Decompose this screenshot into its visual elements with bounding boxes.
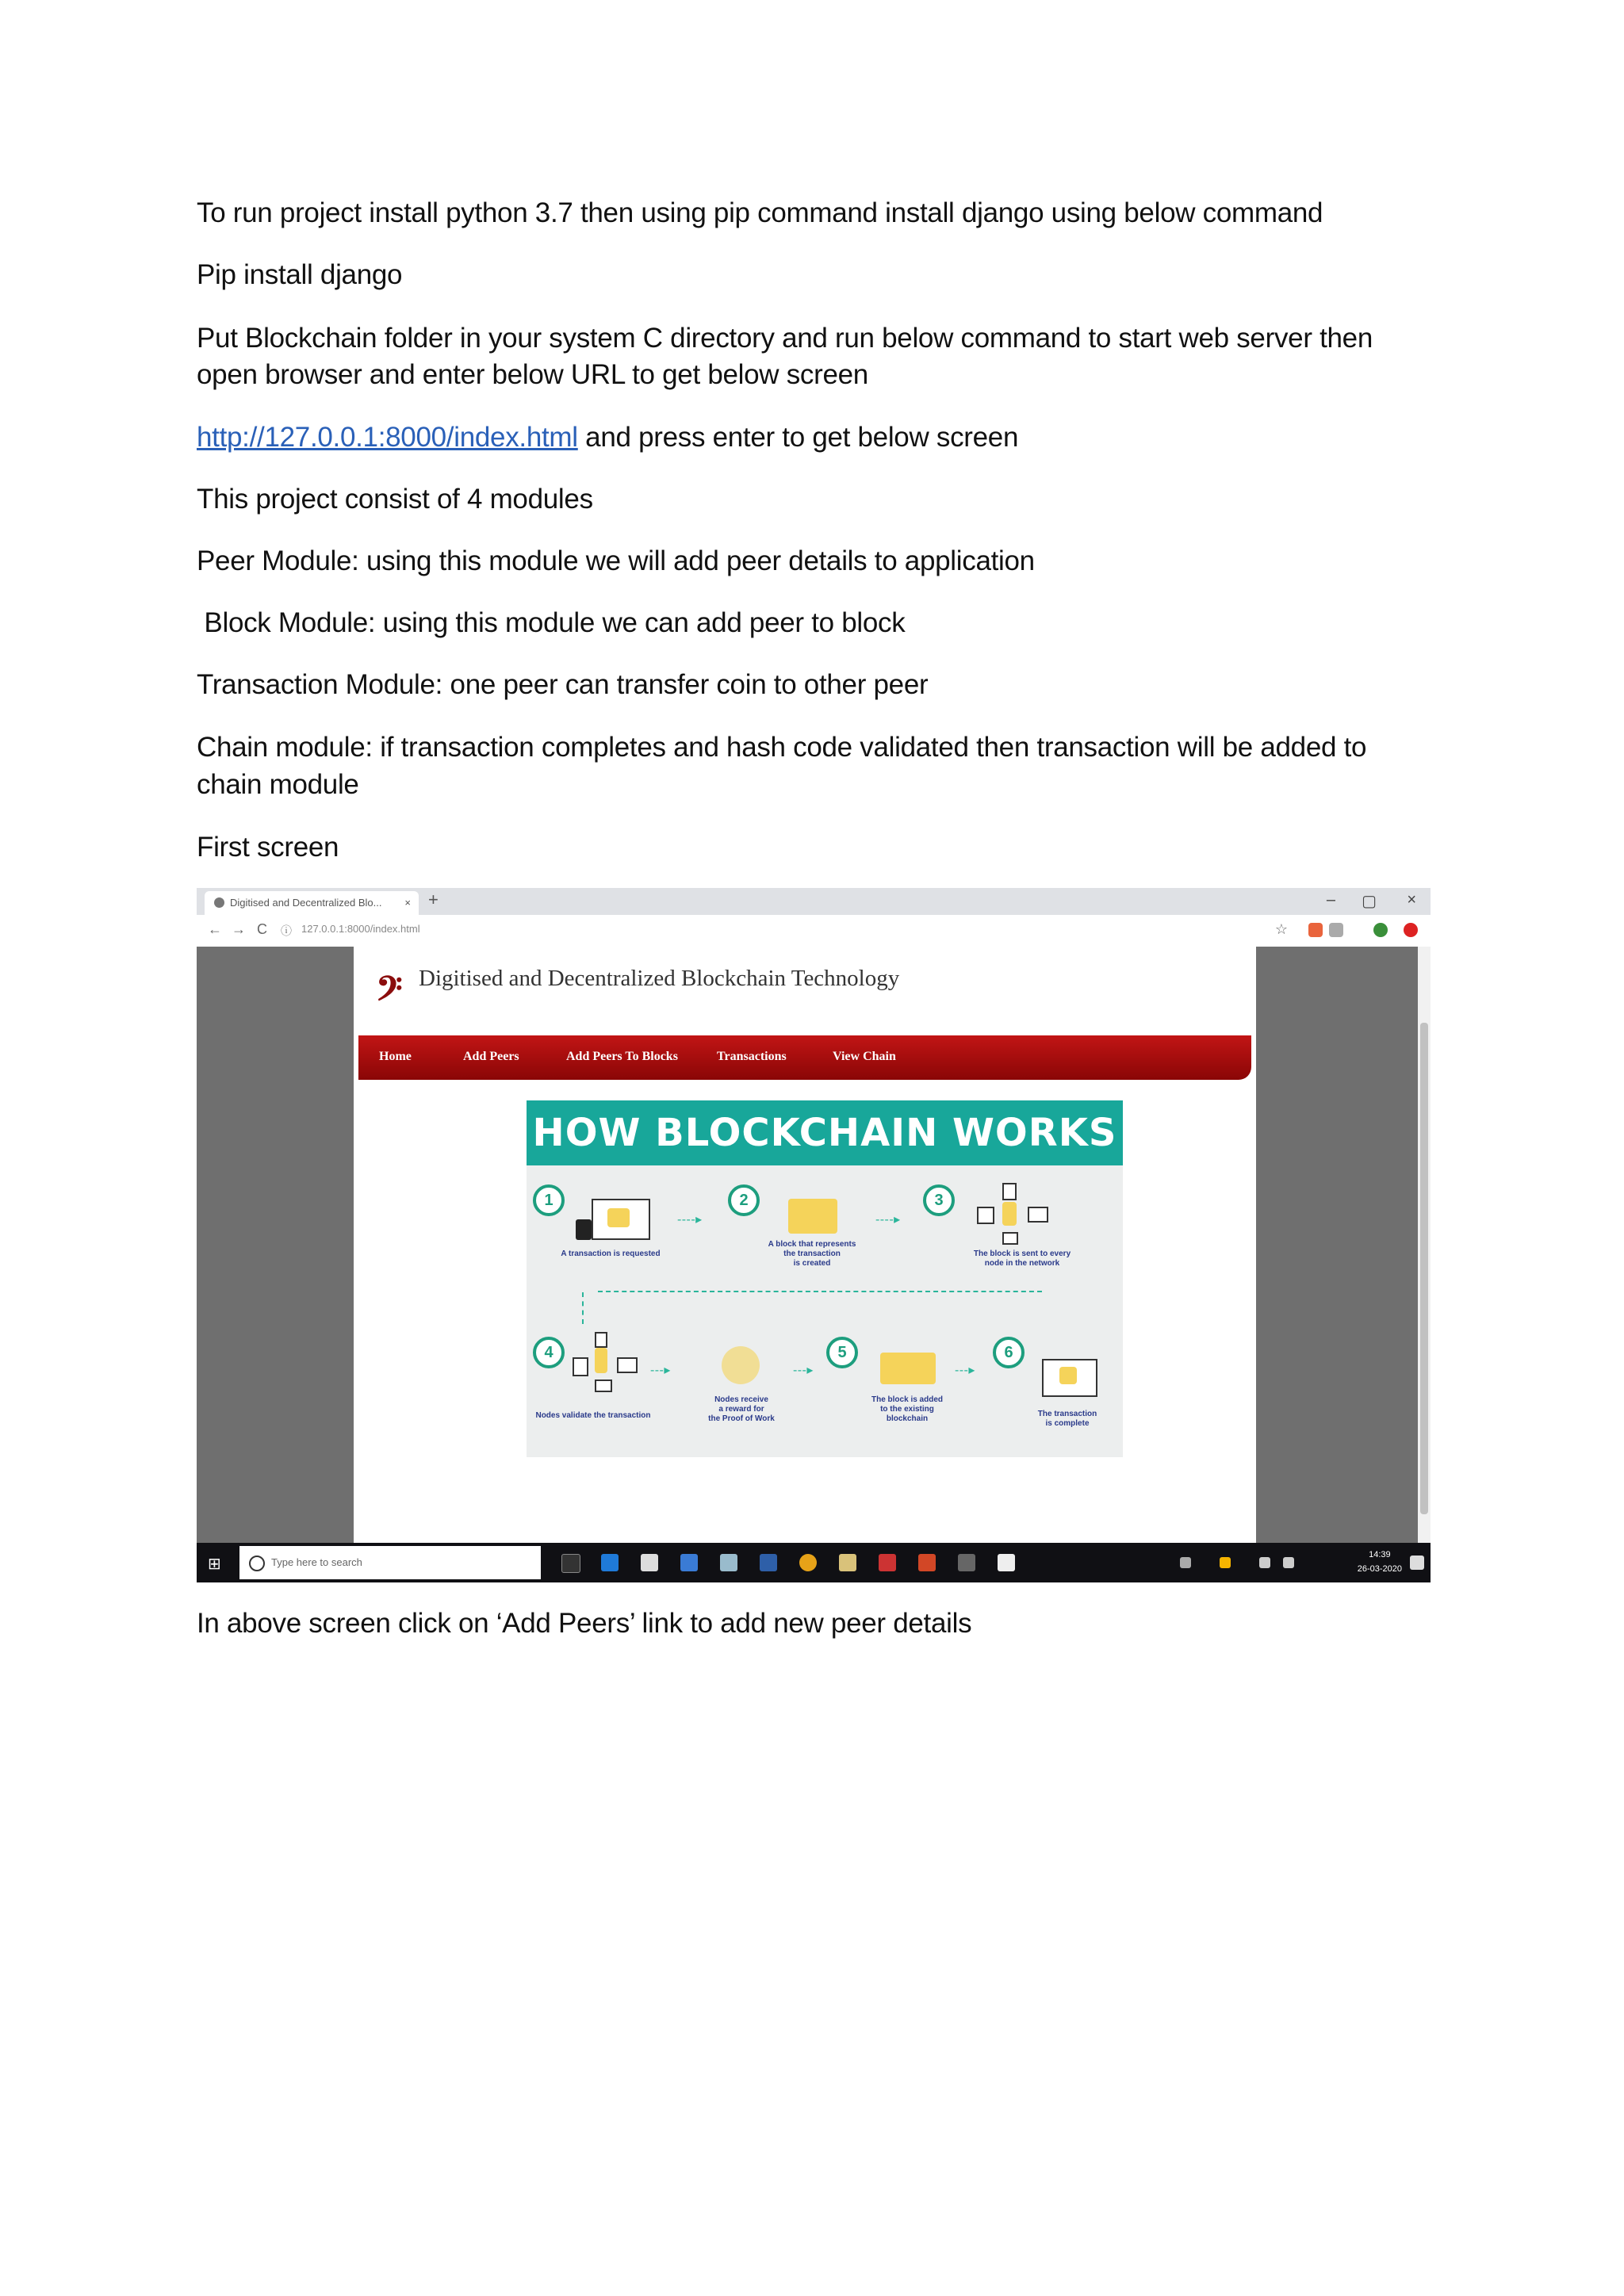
chain-block-icon — [880, 1353, 936, 1384]
app-icon[interactable] — [958, 1554, 975, 1571]
node-icon — [977, 1207, 994, 1224]
instruction-paragraph: Pip install django — [197, 259, 403, 290]
step-3-badge: 3 — [923, 1184, 955, 1216]
first-screen-label: First screen — [197, 832, 339, 863]
index-url-link[interactable]: http://127.0.0.1:8000/index.html — [197, 422, 578, 453]
notification-icon[interactable] — [1410, 1556, 1424, 1570]
site-title: Digitised and Decentralized Blockchain Technology — [419, 966, 900, 991]
infographic-heading: HOW BLOCKCHAIN WORKS — [527, 1100, 1123, 1165]
instruction-paragraph: To run project install python 3.7 then using pip command install django using below command — [197, 197, 1323, 228]
node-icon — [617, 1357, 638, 1373]
blockchain-infographic — [527, 1100, 1123, 1457]
arrow-icon: - - - ▸ — [650, 1364, 669, 1377]
step-1-caption: A transaction is requested — [561, 1249, 661, 1258]
arrow-icon: - - - - ▸ — [677, 1213, 701, 1226]
wallet-icon — [576, 1219, 592, 1240]
return-path — [598, 1291, 1042, 1292]
block-icon — [1002, 1202, 1017, 1226]
node-icon — [1002, 1183, 1017, 1200]
nav-home[interactable]: Home — [379, 1050, 412, 1063]
modules-intro: This project consist of 4 modules — [197, 484, 593, 515]
reward-coin-icon — [722, 1346, 760, 1384]
return-path — [582, 1292, 599, 1324]
folder-icon[interactable] — [839, 1554, 856, 1571]
step-4-badge: 4 — [533, 1337, 565, 1368]
tab-title: Digitised and Decentralized Blo... — [230, 897, 382, 909]
browser-tab-bar — [197, 888, 1431, 915]
minimize-icon[interactable]: – — [1326, 891, 1335, 909]
arrow-icon: - - - ▸ — [793, 1364, 812, 1377]
windows-start-icon[interactable]: ⊞ — [208, 1556, 221, 1573]
arrow-icon: - - - - ▸ — [875, 1213, 899, 1226]
nav-view-chain[interactable]: View Chain — [833, 1050, 896, 1063]
extension-icon[interactable] — [1329, 923, 1343, 937]
clock-date: 26-03-2020 — [1357, 1564, 1402, 1574]
url-input[interactable]: 127.0.0.1:8000/index.html — [301, 923, 420, 935]
close-window-icon[interactable]: × — [1407, 891, 1416, 909]
step-6-caption: The transaction is complete — [1037, 1410, 1097, 1428]
edge-icon[interactable] — [601, 1554, 619, 1571]
step-2-badge: 2 — [728, 1184, 760, 1216]
new-tab-icon[interactable]: + — [428, 890, 439, 909]
back-icon[interactable]: ← — [208, 921, 222, 937]
node-icon — [595, 1380, 612, 1392]
nav-add-peers[interactable]: Add Peers — [463, 1050, 519, 1063]
step-3-caption: The block is sent to every node in the network — [973, 1249, 1071, 1268]
browser-viewport — [197, 947, 1418, 1543]
extension-icon[interactable] — [1308, 923, 1323, 937]
clock-time: 14:39 — [1369, 1550, 1391, 1559]
node-icon — [573, 1357, 588, 1376]
step-1-badge: 1 — [533, 1184, 565, 1216]
star-icon[interactable]: ☆ — [1274, 921, 1288, 937]
browser-tab[interactable] — [205, 891, 419, 915]
forward-icon[interactable]: → — [232, 921, 246, 937]
block-module-text: Block Module: using this module we can add peer to block — [197, 607, 906, 638]
taskbar-clock[interactable] — [1358, 1548, 1402, 1576]
node-icon — [1028, 1207, 1048, 1223]
node-icon — [595, 1332, 607, 1348]
node-icon — [1002, 1232, 1018, 1245]
coin-icon — [607, 1208, 630, 1227]
profile-icon[interactable] — [1373, 923, 1388, 937]
chain-module-text: chain module — [197, 769, 359, 800]
windows-taskbar — [197, 1543, 1431, 1582]
step-5-badge: 5 — [826, 1337, 858, 1368]
app-icon[interactable] — [998, 1554, 1015, 1571]
instruction-paragraph: Put Blockchain folder in your system C directory and run below command to start web server then — [197, 323, 1373, 354]
reload-icon[interactable]: C — [257, 921, 267, 937]
network-icon[interactable] — [1259, 1557, 1270, 1568]
store-icon[interactable] — [641, 1554, 658, 1571]
powerpoint-icon[interactable] — [918, 1554, 936, 1571]
menu-icon[interactable] — [1404, 923, 1418, 937]
site-logo-icon: 𝄢 — [376, 969, 403, 1017]
embedded-screenshot — [197, 888, 1431, 1582]
coin-icon — [1059, 1367, 1077, 1384]
app-icon[interactable] — [720, 1554, 737, 1571]
info-icon[interactable]: ⓘ — [281, 924, 292, 937]
taskbar-search-input[interactable] — [239, 1546, 541, 1579]
volume-icon[interactable] — [1283, 1557, 1294, 1568]
nav-transactions[interactable]: Transactions — [717, 1050, 787, 1063]
url-paragraph — [197, 419, 1018, 457]
url-suffix-text: and press enter to get below screen — [577, 422, 1019, 453]
address-bar — [197, 915, 1431, 947]
chain-module-text: Chain module: if transaction completes and hash code validated then transaction will be added to — [197, 732, 1367, 763]
tab-close-icon[interactable]: × — [404, 897, 411, 909]
scrollbar-thumb[interactable] — [1420, 1023, 1428, 1514]
instruction-paragraph: open browser and enter below URL to get below screen — [197, 359, 868, 390]
search-placeholder: Type here to search — [271, 1556, 362, 1568]
add-peers-instruction: In above screen click on ‘Add Peers’ link to add new peer details — [197, 1608, 972, 1639]
favicon-icon — [214, 897, 224, 908]
system-tray-icon[interactable] — [1180, 1557, 1191, 1568]
page-scrollbar[interactable] — [1418, 947, 1431, 1543]
step-4b-caption: Nodes receive a reward for the Proof of Work — [708, 1395, 775, 1423]
maximize-icon[interactable]: ▢ — [1362, 893, 1377, 910]
arrow-icon: - - - ▸ — [955, 1364, 974, 1377]
block-icon — [788, 1199, 837, 1234]
chrome-icon[interactable] — [799, 1554, 817, 1571]
step-2-caption: A block that represents the transaction is created — [768, 1240, 856, 1268]
search-icon — [249, 1556, 265, 1571]
app-icon[interactable] — [879, 1554, 896, 1571]
peer-module-text: Peer Module: using this module we will add peer details to application — [197, 545, 1035, 576]
system-tray-icon[interactable] — [1220, 1557, 1231, 1568]
step-6-badge: 6 — [993, 1337, 1025, 1368]
web-page — [354, 947, 1256, 1543]
site-nav-bar — [358, 1035, 1251, 1080]
step-4-caption: Nodes validate the transaction — [535, 1411, 651, 1420]
app-icon[interactable] — [680, 1554, 698, 1571]
block-icon — [595, 1348, 607, 1373]
step-5-caption: The block is added to the existing blockchain — [871, 1395, 944, 1423]
task-view-icon[interactable] — [561, 1554, 580, 1573]
app-icon[interactable] — [760, 1554, 777, 1571]
transaction-module-text: Transaction Module: one peer can transfer coin to other peer — [197, 669, 929, 700]
nav-add-peers-to-blocks[interactable]: Add Peers To Blocks — [566, 1050, 678, 1063]
